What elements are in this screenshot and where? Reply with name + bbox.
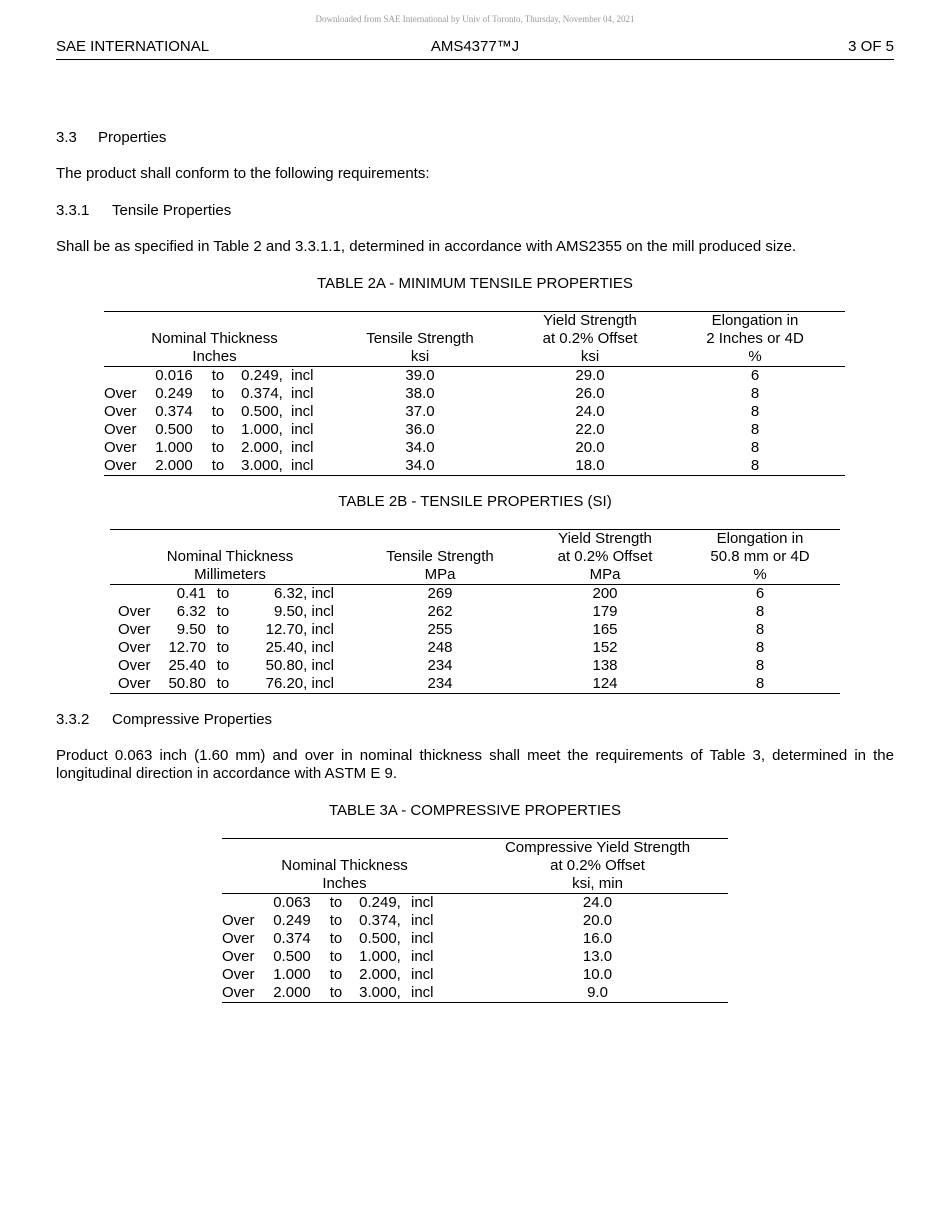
table-row <box>222 948 728 966</box>
t2a-header-el-unit: % <box>665 348 845 367</box>
range-from: 0.500 <box>155 421 193 438</box>
t2b-header-ys-2: at 0.2% Offset <box>557 548 653 565</box>
t2b-header-thickness-unit: Millimeters <box>110 566 350 585</box>
range-to: to <box>329 912 343 929</box>
range-over: Over <box>222 930 255 947</box>
yield-strength: 152 <box>592 639 618 656</box>
range-over <box>110 585 158 604</box>
t2b-header-ts-1: Tensile Strength <box>386 548 494 565</box>
range-from: 2.000 <box>267 984 317 1003</box>
table-row <box>104 439 845 457</box>
yield-strength: 179 <box>592 603 618 620</box>
tensile-strength: 37.0 <box>405 403 435 420</box>
elongation: 8 <box>755 603 765 620</box>
t3a-header-thickness-unit: Inches <box>222 875 467 894</box>
range-over: Over <box>118 639 151 656</box>
tensile-strength: 234 <box>427 657 453 674</box>
table-row <box>110 621 840 639</box>
range-upto: 50.80, incl <box>265 657 334 674</box>
tensile-strength: 34.0 <box>325 457 515 476</box>
range-over: Over <box>104 403 137 420</box>
t2a-header-ys-1: Yield Strength <box>515 312 665 331</box>
table-2a <box>104 311 845 476</box>
elongation: 8 <box>755 657 765 674</box>
t2a-header-ys-unit: ksi <box>515 348 665 367</box>
t2b-header-el-unit: % <box>680 566 840 585</box>
compressive-yield: 9.0 <box>467 984 728 1003</box>
range-over <box>104 367 149 386</box>
range-from: 2.000 <box>149 457 199 476</box>
range-to: to <box>216 639 230 656</box>
t2a-header-el-1: Elongation in <box>665 312 845 331</box>
range-incl: incl <box>287 457 325 476</box>
section-3-3-number: 3.3 <box>56 129 77 146</box>
range-upto: 0.374, <box>241 385 283 402</box>
table-row <box>222 966 728 984</box>
compressive-yield: 20.0 <box>582 912 613 929</box>
section-3-3-1-number: 3.3.1 <box>56 202 90 219</box>
range-to: to <box>216 585 230 602</box>
t2b-header-ts-unit: MPa <box>350 566 530 585</box>
range-from: 0.500 <box>273 948 311 965</box>
t2b-header-thickness: Nominal Thickness <box>166 548 294 565</box>
yield-strength: 20.0 <box>575 439 605 456</box>
t2b-header-el-2: 50.8 mm or 4D <box>710 548 810 565</box>
range-to: to <box>216 657 230 674</box>
range-over: Over <box>222 948 255 965</box>
range-from: 50.80 <box>158 675 206 694</box>
range-incl: incl <box>291 439 314 456</box>
range-from: 25.40 <box>168 657 206 674</box>
range-to: to <box>329 930 343 947</box>
elongation: 8 <box>680 675 840 694</box>
t2b-header-ys-1: Yield Strength <box>530 530 680 549</box>
elongation: 8 <box>750 421 760 438</box>
section-3-3-title: Properties <box>98 129 167 146</box>
range-from: 6.32 <box>176 603 206 620</box>
range-from: 0.249 <box>155 385 193 402</box>
table-row <box>222 930 728 948</box>
range-upto: 2.000, <box>359 966 401 983</box>
table-row <box>104 367 845 386</box>
compressive-yield: 13.0 <box>582 948 613 965</box>
section-3-3-text: The product shall conform to the following requirements: <box>56 165 430 182</box>
table-2b <box>110 529 840 694</box>
tensile-strength: 269 <box>427 585 453 602</box>
range-from: 9.50 <box>176 621 206 638</box>
range-to: to <box>206 675 240 694</box>
t2a-header-thickness: Nominal Thickness <box>151 330 278 347</box>
range-incl: incl <box>411 948 434 965</box>
table-3a-title: TABLE 3A - COMPRESSIVE PROPERTIES <box>328 802 622 819</box>
range-from: 0.016 <box>155 367 193 384</box>
range-incl: incl <box>411 930 434 947</box>
range-upto: 0.374, <box>359 912 401 929</box>
range-to: to <box>199 457 237 476</box>
header-rule <box>56 59 894 60</box>
elongation: 8 <box>755 621 765 638</box>
elongation: 8 <box>665 457 845 476</box>
range-incl: incl <box>405 984 467 1003</box>
compressive-yield: 24.0 <box>582 894 613 911</box>
range-over <box>222 894 267 913</box>
range-incl: incl <box>291 385 314 402</box>
tensile-strength: 39.0 <box>405 367 435 384</box>
yield-strength: 124 <box>530 675 680 694</box>
yield-strength: 200 <box>592 585 618 602</box>
table-3a <box>222 838 728 1003</box>
range-upto: 0.500, <box>359 930 401 947</box>
t2a-header-ts-unit: ksi <box>325 348 515 367</box>
range-to: to <box>211 385 225 402</box>
range-incl: incl <box>291 403 314 420</box>
range-from: 0.249 <box>273 912 311 929</box>
table-row <box>110 603 840 621</box>
elongation: 8 <box>750 385 760 402</box>
elongation: 8 <box>755 639 765 656</box>
section-3-3-2-text: Product 0.063 inch (1.60 mm) and over in nominal thickness shall meet the requirements of Table 3, determined in the longitudinal direction in accordance with ASTM E 9. <box>56 747 894 782</box>
range-upto: 0.500, <box>241 403 283 420</box>
compressive-yield: 10.0 <box>582 966 613 983</box>
t3a-header-thickness: Nominal Thickness <box>281 857 408 874</box>
section-3-3-1-title: Tensile Properties <box>112 202 232 219</box>
range-to: to <box>317 984 355 1003</box>
range-to: to <box>211 367 225 384</box>
range-upto: 6.32, incl <box>273 585 334 602</box>
table-row <box>222 912 728 930</box>
yield-strength: 165 <box>592 621 618 638</box>
download-notice: Downloaded from SAE International by Univ of Toronto, Thursday, November 04, 2021 <box>315 14 635 24</box>
range-over: Over <box>118 657 151 674</box>
header-org: SAE INTERNATIONAL <box>56 38 210 55</box>
t3a-header-cy-2: at 0.2% Offset <box>550 857 645 874</box>
range-over: Over <box>222 966 255 983</box>
range-from: 0.374 <box>273 930 311 947</box>
range-over: Over <box>118 621 151 638</box>
table-2a-title: TABLE 2A - MINIMUM TENSILE PROPERTIES <box>317 275 633 292</box>
tensile-strength: 255 <box>427 621 453 638</box>
tensile-strength: 38.0 <box>405 385 435 402</box>
range-over: Over <box>104 385 137 402</box>
table-row <box>104 421 845 439</box>
section-3-3-1-text: Shall be as specified in Table 2 and 3.3.1.1, determined in accordance with AMS2355 on the mill produced size. <box>56 238 797 255</box>
range-to: to <box>211 421 225 438</box>
range-from: 12.70 <box>168 639 206 656</box>
table-row <box>110 675 840 694</box>
range-upto: 9.50, incl <box>273 603 334 620</box>
t2b-header-ys-unit: MPa <box>530 566 680 585</box>
table-row <box>110 585 840 604</box>
range-incl: incl <box>291 367 314 384</box>
t2a-header-el-2: 2 Inches or 4D <box>706 330 804 347</box>
range-incl: incl <box>411 912 434 929</box>
range-upto: 25.40, incl <box>265 639 334 656</box>
table-row <box>222 894 728 913</box>
range-to: to <box>329 894 343 911</box>
tensile-strength: 34.0 <box>405 439 435 456</box>
range-over: Over <box>222 984 267 1003</box>
range-over: Over <box>104 421 137 438</box>
range-over: Over <box>104 457 149 476</box>
tensile-strength: 262 <box>427 603 453 620</box>
elongation: 6 <box>755 585 765 602</box>
range-over: Over <box>110 675 158 694</box>
range-to: to <box>216 603 230 620</box>
range-from: 0.374 <box>155 403 193 420</box>
elongation: 8 <box>750 439 760 456</box>
range-over: Over <box>222 912 255 929</box>
yield-strength: 138 <box>592 657 618 674</box>
yield-strength: 26.0 <box>575 385 605 402</box>
range-upto: 76.20, incl <box>240 675 350 694</box>
compressive-yield: 16.0 <box>582 930 613 947</box>
range-incl: incl <box>411 894 434 911</box>
range-from: 0.41 <box>176 585 206 602</box>
range-to: to <box>211 403 225 420</box>
tensile-strength: 36.0 <box>405 421 435 438</box>
range-upto: 0.249, <box>359 894 401 911</box>
yield-strength: 29.0 <box>575 367 605 384</box>
range-upto: 3.000, <box>355 984 405 1003</box>
yield-strength: 18.0 <box>515 457 665 476</box>
range-upto: 1.000, <box>359 948 401 965</box>
range-to: to <box>329 966 343 983</box>
tensile-strength: 234 <box>350 675 530 694</box>
range-over: Over <box>104 439 137 456</box>
tensile-strength: 248 <box>427 639 453 656</box>
table-row <box>110 657 840 675</box>
table-row <box>104 385 845 403</box>
elongation: 6 <box>750 367 760 384</box>
table-row <box>110 639 840 657</box>
table-row <box>222 984 728 1003</box>
range-upto: 1.000, <box>241 421 283 438</box>
yield-strength: 22.0 <box>575 421 605 438</box>
range-upto: 2.000, <box>241 439 283 456</box>
header-doc-id: AMS4377™J <box>430 38 520 55</box>
t3a-header-cy-1: Compressive Yield Strength <box>467 839 728 858</box>
t2b-header-el-1: Elongation in <box>680 530 840 549</box>
range-to: to <box>211 439 225 456</box>
t2a-header-ys-2: at 0.2% Offset <box>542 330 638 347</box>
yield-strength: 24.0 <box>575 403 605 420</box>
table-row <box>104 457 845 476</box>
range-incl: incl <box>291 421 314 438</box>
header-page-number: 3 OF 5 <box>848 38 894 55</box>
range-from: 1.000 <box>155 439 193 456</box>
t2a-header-thickness-unit: Inches <box>104 348 325 367</box>
range-from: 1.000 <box>273 966 311 983</box>
range-upto: 0.249, <box>241 367 283 384</box>
section-3-3-2-number: 3.3.2 <box>56 711 90 728</box>
range-over: Over <box>118 603 151 620</box>
range-to: to <box>216 621 230 638</box>
table-row <box>104 403 845 421</box>
range-from: 0.063 <box>273 894 311 911</box>
range-incl: incl <box>411 966 434 983</box>
range-to: to <box>329 948 343 965</box>
t3a-header-cy-unit: ksi, min <box>467 875 728 894</box>
table-2b-title: TABLE 2B - TENSILE PROPERTIES (SI) <box>338 493 612 510</box>
t2a-header-ts-1: Tensile Strength <box>366 330 474 347</box>
range-upto: 3.000, <box>237 457 287 476</box>
range-upto: 12.70, incl <box>265 621 334 638</box>
elongation: 8 <box>750 403 760 420</box>
section-3-3-2-title: Compressive Properties <box>112 711 273 728</box>
